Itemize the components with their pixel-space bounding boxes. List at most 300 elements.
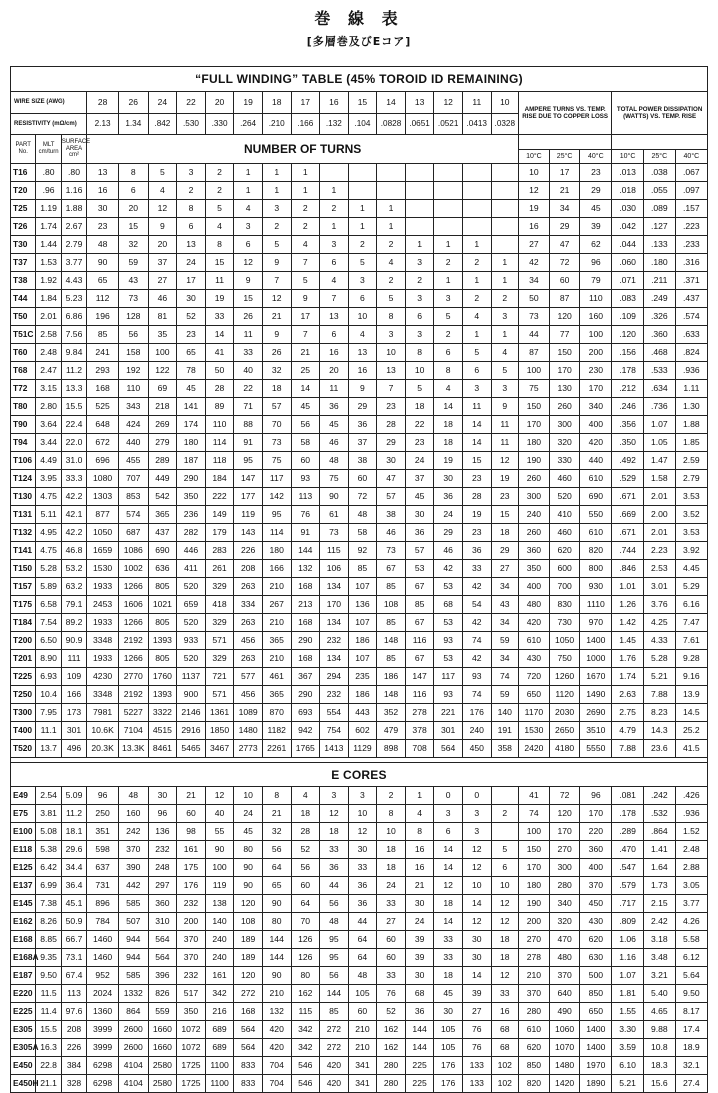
value-cell: 2.47 xyxy=(36,362,61,380)
value-cell: 37 xyxy=(405,470,434,488)
value-cell: 208 xyxy=(234,560,263,578)
value-cell: .671 xyxy=(612,488,644,506)
value-cell: 12 xyxy=(148,200,177,218)
value-cell: 11.2 xyxy=(61,805,86,823)
value-cell: 449 xyxy=(148,470,177,488)
value-cell: .211 xyxy=(643,272,675,290)
value-cell: .671 xyxy=(612,524,644,542)
value-cell: 144 xyxy=(405,1039,434,1057)
value-cell: 1.30 xyxy=(675,398,707,416)
value-cell: 4.79 xyxy=(612,722,644,740)
resistivity-cell: .264 xyxy=(234,113,263,135)
value-cell: 89 xyxy=(205,398,234,416)
value-cell: 17 xyxy=(549,164,580,182)
value-cell: 11 xyxy=(320,380,349,398)
value-cell: 29 xyxy=(580,182,612,200)
value-cell: 21 xyxy=(549,182,580,200)
value-cell: .579 xyxy=(612,877,644,895)
value-cell: 1110 xyxy=(580,596,612,614)
value-cell: 2.01 xyxy=(36,308,61,326)
value-cell: 15.6 xyxy=(643,1075,675,1093)
value-cell: 13 xyxy=(87,164,119,182)
table-row xyxy=(11,722,708,740)
value-cell: 1480 xyxy=(234,722,263,740)
part-number-cell: T26 xyxy=(11,218,36,236)
value-cell: 16 xyxy=(87,182,119,200)
value-cell: 300 xyxy=(549,859,580,877)
value-cell: .736 xyxy=(643,398,675,416)
value-cell: .242 xyxy=(643,787,675,805)
value-cell xyxy=(491,787,519,805)
value-cell: 1002 xyxy=(118,560,148,578)
value-cell: 3 xyxy=(262,200,291,218)
value-cell: 1266 xyxy=(118,578,148,596)
value-cell: 133 xyxy=(462,1057,491,1075)
value-cell: 5 xyxy=(262,236,291,254)
value-cell: 22.4 xyxy=(61,416,86,434)
value-cell: .133 xyxy=(643,236,675,254)
value-cell: 420 xyxy=(262,1039,291,1057)
value-cell: 820 xyxy=(519,1075,550,1093)
value-cell: 15.5 xyxy=(61,398,86,416)
value-cell: .574 xyxy=(675,308,707,326)
value-cell: 0 xyxy=(434,787,463,805)
value-cell: 113 xyxy=(291,488,320,506)
value-cell: 3.48 xyxy=(643,949,675,967)
resistivity-cell: 1.34 xyxy=(118,113,148,135)
value-cell: 5.21 xyxy=(612,1075,644,1093)
value-cell: 74 xyxy=(519,805,550,823)
value-cell: 3 xyxy=(434,290,463,308)
part-number-cell: E145 xyxy=(11,895,36,913)
part-number-cell: T400 xyxy=(11,722,36,740)
part-number-cell: T141 xyxy=(11,542,36,560)
value-cell: 119 xyxy=(234,506,263,524)
value-cell: 8 xyxy=(377,308,406,326)
value-cell: 110 xyxy=(580,290,612,308)
value-cell: 370 xyxy=(519,985,550,1003)
part-number-cell: E168 xyxy=(11,931,36,949)
value-cell: 9 xyxy=(491,398,519,416)
value-cell: 4104 xyxy=(118,1057,148,1075)
value-cell: 370 xyxy=(177,931,206,949)
resistivity-cell: .0328 xyxy=(491,113,519,135)
value-cell: 9.35 xyxy=(36,949,61,967)
value-cell: 200 xyxy=(519,913,550,931)
value-cell: 279 xyxy=(148,434,177,452)
value-cell: 187 xyxy=(177,452,206,470)
value-cell: 6 xyxy=(177,218,206,236)
value-cell: 47 xyxy=(377,470,406,488)
value-cell: 44 xyxy=(519,326,550,344)
part-number-cell: E125 xyxy=(11,859,36,877)
value-cell: 48 xyxy=(348,967,377,985)
part-number-cell: T44 xyxy=(11,290,36,308)
value-cell: 190 xyxy=(519,895,550,913)
value-cell: 850 xyxy=(519,1057,550,1075)
value-cell: 22 xyxy=(234,380,263,398)
value-cell: 1 xyxy=(491,254,519,272)
page-title: 巻 線 表 xyxy=(314,9,404,28)
value-cell: 24 xyxy=(234,805,263,823)
value-cell: 29 xyxy=(491,542,519,560)
value-cell: 370 xyxy=(580,877,612,895)
value-cell: 67 xyxy=(405,614,434,632)
value-cell: 144 xyxy=(262,949,291,967)
value-cell: .936 xyxy=(675,362,707,380)
value-cell: .018 xyxy=(612,182,644,200)
value-cell: 2 xyxy=(405,272,434,290)
value-cell: 95 xyxy=(320,931,349,949)
value-cell: 5.09 xyxy=(61,787,86,805)
value-cell: 33 xyxy=(320,841,349,859)
value-cell: 117 xyxy=(434,668,463,686)
value-cell: 29 xyxy=(549,218,580,236)
value-cell: 267 xyxy=(262,596,291,614)
value-cell: 640 xyxy=(549,985,580,1003)
value-cell: 12 xyxy=(205,787,234,805)
awg-cell: 18 xyxy=(262,92,291,114)
value-cell: .80 xyxy=(36,164,61,182)
value-cell: 1 xyxy=(348,200,377,218)
value-cell: 5 xyxy=(291,272,320,290)
value-cell: 6 xyxy=(348,290,377,308)
value-cell: 340 xyxy=(549,895,580,913)
value-cell: 76 xyxy=(377,985,406,1003)
value-cell: 390 xyxy=(118,859,148,877)
part-number-cell: E187 xyxy=(11,967,36,985)
value-cell: 95 xyxy=(234,452,263,470)
value-cell: 128 xyxy=(118,308,148,326)
table-row xyxy=(11,506,708,524)
value-cell: 106 xyxy=(320,560,349,578)
value-cell: 170 xyxy=(580,380,612,398)
value-cell: 1086 xyxy=(118,542,148,560)
value-cell: 6.50 xyxy=(36,632,61,650)
value-cell: 7.54 xyxy=(36,614,61,632)
value-cell: 2770 xyxy=(118,668,148,686)
value-cell: 24 xyxy=(405,452,434,470)
value-cell: 19 xyxy=(434,452,463,470)
value-cell xyxy=(491,200,519,218)
value-cell: 1120 xyxy=(549,686,580,704)
value-cell: 672 xyxy=(87,434,119,452)
part-number-cell: E49 xyxy=(11,787,36,805)
value-cell: 420 xyxy=(320,1075,349,1093)
part-number-cell: T200 xyxy=(11,632,36,650)
value-cell xyxy=(491,182,519,200)
value-cell: 47 xyxy=(549,236,580,254)
value-cell: .178 xyxy=(612,805,644,823)
value-cell: 18 xyxy=(377,859,406,877)
value-cell: 15 xyxy=(205,254,234,272)
value-cell: 14 xyxy=(434,913,463,931)
awg-cell: 16 xyxy=(320,92,349,114)
value-cell: 1393 xyxy=(148,632,177,650)
part-number-cell: T16 xyxy=(11,164,36,182)
value-cell: 4.75 xyxy=(36,488,61,506)
value-cell: 365 xyxy=(262,632,291,650)
value-cell: 210 xyxy=(262,650,291,668)
value-cell: 260 xyxy=(519,470,550,488)
value-cell: 33 xyxy=(377,967,406,985)
value-cell: 1361 xyxy=(205,704,234,722)
value-cell: 76 xyxy=(291,506,320,524)
col-part-number: PART No. xyxy=(11,135,36,164)
value-cell: 2 xyxy=(462,254,491,272)
value-cell: 3.44 xyxy=(36,434,61,452)
value-cell: 278 xyxy=(405,704,434,722)
resistivity-cell: .530 xyxy=(177,113,206,135)
value-cell: 15.5 xyxy=(36,1021,61,1039)
value-cell: 9.28 xyxy=(675,650,707,668)
value-cell: 65 xyxy=(87,272,119,290)
value-cell: 13 xyxy=(177,236,206,254)
value-cell: 754 xyxy=(320,722,349,740)
value-cell: 23 xyxy=(491,488,519,506)
value-cell: 32 xyxy=(118,236,148,254)
value-cell: 1420 xyxy=(549,1075,580,1093)
value-cell: 148 xyxy=(377,686,406,704)
value-cell: 2 xyxy=(434,254,463,272)
value-cell: 2650 xyxy=(549,722,580,740)
value-cell: .156 xyxy=(612,344,644,362)
value-cell: .350 xyxy=(612,434,644,452)
value-cell: 240 xyxy=(462,722,491,740)
value-cell: 18 xyxy=(434,434,463,452)
value-cell: 430 xyxy=(580,913,612,931)
value-cell: 24 xyxy=(405,913,434,931)
value-cell: 46 xyxy=(434,542,463,560)
value-cell: 16 xyxy=(320,344,349,362)
value-cell: 88 xyxy=(234,416,263,434)
part-number-cell: T80 xyxy=(11,398,36,416)
value-cell: 70 xyxy=(291,913,320,931)
value-cell: 480 xyxy=(519,596,550,614)
value-cell: .532 xyxy=(643,805,675,823)
value-cell: 93 xyxy=(434,632,463,650)
value-cell: .809 xyxy=(612,913,644,931)
part-number-cell: T60 xyxy=(11,344,36,362)
value-cell: 8 xyxy=(377,805,406,823)
value-cell: 342 xyxy=(205,985,234,1003)
value-cell: 420 xyxy=(262,1021,291,1039)
value-cell: .533 xyxy=(643,362,675,380)
value-cell: 1 xyxy=(234,164,263,182)
value-cell: 2420 xyxy=(519,740,550,758)
value-cell: .083 xyxy=(612,290,644,308)
value-cell: 14 xyxy=(434,841,463,859)
value-cell: 4.26 xyxy=(675,913,707,931)
value-cell: 18 xyxy=(320,823,349,841)
value-cell: 33 xyxy=(377,895,406,913)
value-cell: 22 xyxy=(405,416,434,434)
value-cell: 222 xyxy=(205,488,234,506)
value-cell: 173 xyxy=(61,704,86,722)
value-cell: 5 xyxy=(434,308,463,326)
value-cell: .371 xyxy=(675,272,707,290)
value-cell: 33 xyxy=(434,931,463,949)
value-cell: 2024 xyxy=(87,985,119,1003)
value-cell: 37 xyxy=(148,254,177,272)
value-cell: 143 xyxy=(234,524,263,542)
value-cell: 659 xyxy=(177,596,206,614)
value-cell: 100 xyxy=(519,362,550,380)
value-cell: 30 xyxy=(462,931,491,949)
part-number-cell: E75 xyxy=(11,805,36,823)
value-cell: 1659 xyxy=(87,542,119,560)
value-cell: 42.2 xyxy=(61,488,86,506)
value-cell: 564 xyxy=(148,949,177,967)
value-cell: 34.4 xyxy=(61,859,86,877)
value-cell: 2.63 xyxy=(612,686,644,704)
value-cell: 96 xyxy=(148,805,177,823)
value-cell: 1072 xyxy=(177,1021,206,1039)
value-cell: 4104 xyxy=(118,1075,148,1093)
value-cell: 1.85 xyxy=(675,434,707,452)
part-number-cell: E168A xyxy=(11,949,36,967)
table-row xyxy=(11,218,708,236)
value-cell: 53 xyxy=(405,560,434,578)
value-cell: 1 xyxy=(320,182,349,200)
value-cell: 830 xyxy=(549,596,580,614)
part-number-cell: T25 xyxy=(11,200,36,218)
value-cell: 7.61 xyxy=(675,632,707,650)
value-cell xyxy=(434,200,463,218)
awg-cell: 11 xyxy=(462,92,491,114)
value-cell: 36 xyxy=(348,895,377,913)
value-cell: 1303 xyxy=(87,488,119,506)
value-cell xyxy=(462,182,491,200)
table-row xyxy=(11,434,708,452)
temp-header-cell: 25°C xyxy=(643,149,675,164)
table-row xyxy=(11,614,708,632)
table-row xyxy=(11,740,708,758)
value-cell: 24 xyxy=(177,254,206,272)
value-cell xyxy=(348,164,377,182)
value-cell: 65 xyxy=(177,344,206,362)
value-cell: 3322 xyxy=(148,704,177,722)
table-banner: “FULL WINDING” TABLE (45% TOROID ID REMAINING) xyxy=(11,67,708,92)
table-row xyxy=(11,805,708,823)
table-row xyxy=(11,895,708,913)
value-cell: 450 xyxy=(580,895,612,913)
value-cell: 367 xyxy=(291,668,320,686)
value-cell: 283 xyxy=(205,542,234,560)
value-cell: 900 xyxy=(177,686,206,704)
table-row xyxy=(11,1075,708,1093)
value-cell: 39 xyxy=(405,931,434,949)
value-cell: 6 xyxy=(434,344,463,362)
value-cell: 33 xyxy=(205,308,234,326)
value-cell: 341 xyxy=(348,1057,377,1075)
value-cell: 456 xyxy=(234,686,263,704)
value-cell: 358 xyxy=(491,740,519,758)
value-cell: 148 xyxy=(377,632,406,650)
value-cell: 59 xyxy=(491,632,519,650)
value-cell: 134 xyxy=(320,614,349,632)
value-cell: 18 xyxy=(491,949,519,967)
value-cell: 1.53 xyxy=(36,254,61,272)
value-cell: 25 xyxy=(291,362,320,380)
value-cell: 21 xyxy=(177,787,206,805)
value-cell: .326 xyxy=(643,308,675,326)
value-cell: 5.28 xyxy=(643,650,675,668)
value-cell: 8.85 xyxy=(36,931,61,949)
value-cell: 418 xyxy=(205,596,234,614)
value-cell: 90 xyxy=(234,859,263,877)
value-cell: 122 xyxy=(148,362,177,380)
value-cell: 191 xyxy=(491,722,519,740)
temp-header-cell: 40°C xyxy=(675,149,707,164)
value-cell: 147 xyxy=(405,668,434,686)
value-cell: 134 xyxy=(320,650,349,668)
value-cell: 65 xyxy=(262,877,291,895)
value-cell: 115 xyxy=(320,542,349,560)
value-cell: 2.67 xyxy=(61,218,86,236)
table-row xyxy=(11,913,708,931)
table-row xyxy=(11,686,708,704)
value-cell: 11.1 xyxy=(36,722,61,740)
value-cell: 1970 xyxy=(580,1057,612,1075)
value-cell: 42 xyxy=(462,578,491,596)
table-row xyxy=(11,650,708,668)
value-cell: 350 xyxy=(177,1003,206,1021)
value-cell: 721 xyxy=(205,668,234,686)
part-number-cell: E450H xyxy=(11,1075,36,1093)
table-row xyxy=(11,949,708,967)
value-cell: 158 xyxy=(118,344,148,362)
value-cell: 14 xyxy=(462,434,491,452)
part-number-cell: T131 xyxy=(11,506,36,524)
value-cell: 3.92 xyxy=(675,542,707,560)
value-cell: 9 xyxy=(262,326,291,344)
value-cell: 2 xyxy=(348,236,377,254)
value-cell: 3 xyxy=(462,823,491,841)
value-cell: 2 xyxy=(262,218,291,236)
value-cell: 585 xyxy=(118,895,148,913)
value-cell xyxy=(348,182,377,200)
awg-cell: 19 xyxy=(234,92,263,114)
value-cell: 1933 xyxy=(87,614,119,632)
value-cell: 31.0 xyxy=(61,452,86,470)
value-cell: 1.55 xyxy=(612,1003,644,1021)
awg-cell: 17 xyxy=(291,92,320,114)
value-cell: 100 xyxy=(148,344,177,362)
table-row xyxy=(11,254,708,272)
value-cell: 111 xyxy=(61,650,86,668)
value-cell: 1933 xyxy=(87,578,119,596)
value-cell: 301 xyxy=(61,722,86,740)
value-cell: 13.9 xyxy=(675,686,707,704)
value-cell: 507 xyxy=(118,913,148,931)
value-cell xyxy=(462,200,491,218)
value-cell: 1480 xyxy=(549,1057,580,1075)
value-cell: 2 xyxy=(320,200,349,218)
value-cell: 226 xyxy=(61,1039,86,1057)
value-cell: 13 xyxy=(377,362,406,380)
part-number-cell: T30 xyxy=(11,236,36,254)
value-cell: 1760 xyxy=(148,668,177,686)
value-cell: 73 xyxy=(377,542,406,560)
part-number-cell: E137 xyxy=(11,877,36,895)
value-cell: 870 xyxy=(262,704,291,722)
value-cell xyxy=(491,236,519,254)
value-cell: 160 xyxy=(580,308,612,326)
value-cell: 53 xyxy=(434,578,463,596)
value-cell: 21 xyxy=(291,344,320,362)
value-cell: 120 xyxy=(234,895,263,913)
